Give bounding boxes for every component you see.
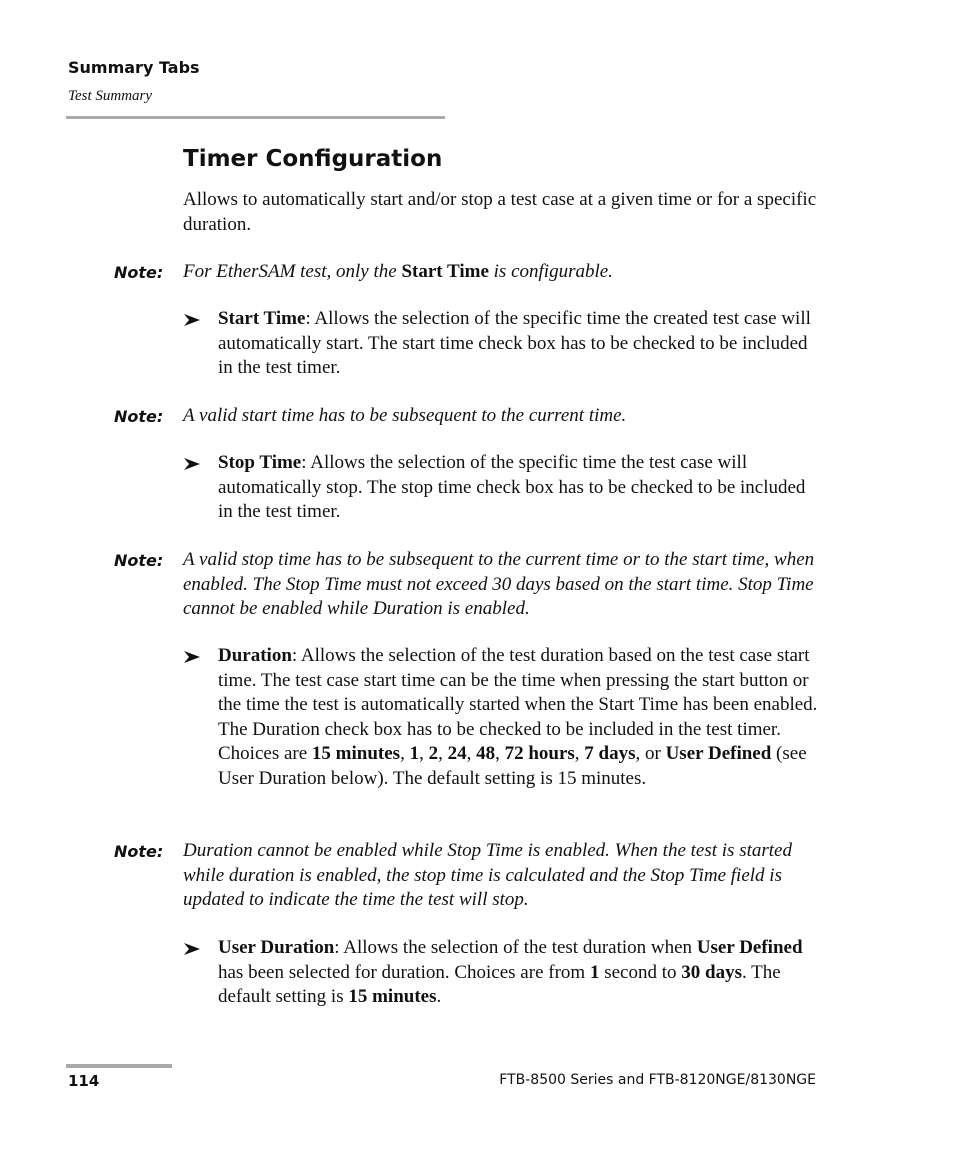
note-label: Note:: [114, 263, 164, 282]
bullet-description: .: [436, 986, 442, 1007]
note-label: Note:: [114, 551, 164, 570]
choice-value: 72 hours: [504, 743, 575, 764]
note-text-part: For EtherSAM test, only the: [183, 261, 402, 282]
arrow-bullet-icon: [183, 455, 201, 473]
note-label: Note:: [114, 407, 164, 426]
bullet-user-duration: [183, 936, 823, 1010]
product-name: FTB-8500 Series and FTB-8120NGE/8130NGE: [499, 1072, 816, 1088]
page-number: 114: [68, 1072, 100, 1090]
bullet-description: has been selected for duration. Choices are from: [218, 961, 590, 983]
note-text-part: is configurable.: [488, 261, 613, 282]
arrow-bullet-icon: [183, 940, 201, 958]
bullet-description: : Allows the selection of the test duration based on the test case start time. The test case start time can be the time when pressing the start button or the time the test is automatically started when the Start Time has been enabled. The Duration check box has to be checked to be included in the test timer. Choices are: [218, 645, 818, 764]
intro-paragraph: Allows to automatically start and/or stop a test case at a given time or for a specific duration.: [183, 189, 817, 235]
note-stop-time: [114, 548, 824, 622]
note-text: Duration cannot be enabled while Stop Time is enabled. When the test is started while duration is enabled, the stop time is calculated and the Stop Time field is updated to indicate the time the test will stop.: [183, 840, 792, 910]
arrow-bullet-icon: [183, 311, 201, 329]
choice-value: User Defined: [665, 743, 772, 764]
note-label: Note:: [114, 842, 164, 861]
bullet-start-time: [183, 307, 823, 381]
choice-value: User Defined: [696, 937, 803, 958]
footer-rule: [66, 1064, 172, 1068]
page-heading: Timer Configuration: [183, 146, 443, 172]
choice-value: 15 minutes: [348, 986, 437, 1007]
bullet-text: [218, 936, 823, 1010]
choice-value: 7 days: [584, 743, 636, 764]
note-text: A valid stop time has to be subsequent to the current time or to the start time, when enabled. The Stop Time must not exceed 30 days based on the start time. Stop Time cannot be enabled while Duration is enabled.: [183, 549, 815, 619]
bullet-description: : Allows the selection of the specific time the created test case will automatically start. The start time check box has to be checked to be included in the test timer.: [218, 308, 811, 378]
choice-value: 15 minutes: [311, 743, 401, 764]
bullet-description: : Allows the selection of the test duration when: [334, 937, 697, 958]
bullet-description: : Allows the selection of the specific time the test case will automatically stop. The stop time check box has to be checked to be included in the test timer.: [218, 452, 806, 522]
note-text: [183, 260, 824, 285]
bullet-term: Duration: [218, 645, 292, 666]
separator: ,: [419, 743, 429, 764]
choice-value: 2: [428, 743, 439, 764]
choice-value: 24: [447, 743, 467, 764]
separator: ,: [466, 743, 477, 764]
bullet-term: Start Time: [218, 308, 306, 329]
choice-value: 48: [476, 743, 496, 764]
bullet-text: [218, 451, 823, 525]
bullet-description: (see User Duration below). The default setting is 15 minutes.: [218, 743, 807, 789]
arrow-bullet-icon: [183, 648, 201, 666]
header-subsection: Test Summary: [68, 88, 153, 104]
separator: ,: [400, 743, 410, 764]
bullet-text: [218, 307, 823, 381]
separator: ,: [495, 743, 505, 764]
bullet-description: . The default setting is: [218, 961, 781, 1007]
choice-value: 1: [409, 743, 420, 764]
choice-value: 1: [589, 961, 600, 983]
note-bold-term: Start Time: [401, 261, 489, 282]
note-ethersam: [114, 260, 824, 285]
note-duration: [114, 839, 824, 913]
bullet-duration: [183, 644, 823, 791]
separator: , or: [635, 743, 666, 764]
header-section-title: Summary Tabs: [68, 58, 200, 77]
header-rule: [66, 116, 445, 119]
bullet-description: second to: [599, 961, 682, 983]
separator: ,: [438, 743, 448, 764]
separator: ,: [574, 743, 585, 764]
bullet-text: [218, 644, 823, 791]
bullet-term: Stop Time: [218, 452, 302, 473]
choice-value: 30 days: [681, 961, 742, 983]
bullet-stop-time: [183, 451, 823, 525]
note-start-time: [114, 404, 824, 429]
bullet-term: User Duration: [218, 937, 335, 958]
note-text: A valid start time has to be subsequent to the current time.: [183, 405, 627, 426]
